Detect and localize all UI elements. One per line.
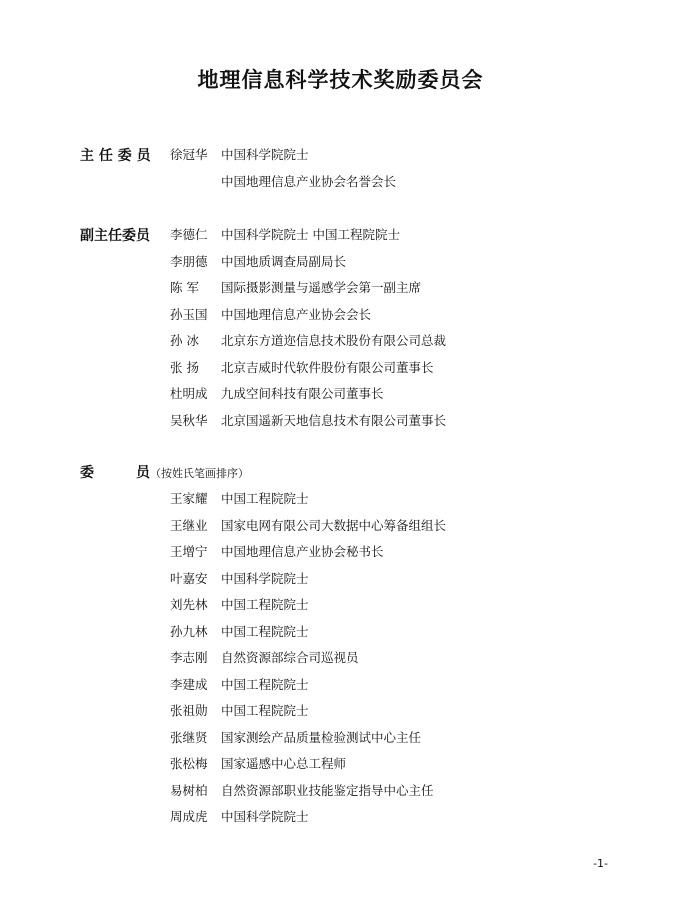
member-row [80,701,640,728]
member-name: 易树柏 [170,782,208,798]
member-row [80,542,640,569]
member-title: 国家测绘产品质量检验测试中心主任 [221,729,422,745]
member-row [80,754,640,781]
member-title: 中国工程院院士 [221,703,309,718]
member-title: 国家遥感中心总工程师 [221,756,347,771]
member-row [80,781,640,808]
member-name: 张祖勋 [170,703,208,718]
section-vice-director [80,225,640,437]
member-row [80,489,640,516]
member-row [80,516,640,543]
member-name: 刘先林 [170,597,208,612]
member-name: 李志刚 [170,650,208,665]
member-title: 中国科学院院士 中国工程院院士 [221,227,400,242]
member-row [80,728,640,755]
member-name: 孙玉国 [170,306,208,322]
member-title: 中国工程院院士 [221,597,309,612]
role-label-vice-director: 副主任委员 [80,228,150,244]
member-row [80,569,640,596]
member-row [80,331,640,358]
member-title: 中国工程院院士 [221,676,309,692]
member-row [80,358,640,385]
role-label-director: 主 任 委 员 [80,148,151,164]
member-name: 李建成 [170,676,208,692]
member-row [80,384,640,411]
member-row [80,411,640,438]
member-name: 李德仁 [170,227,208,242]
member-name: 杜明成 [170,386,208,401]
member-row [80,675,640,702]
member-title: 自然资源部职业技能鉴定指导中心主任 [221,782,434,798]
member-title: 中国地理信息产业协会秘书长 [221,544,384,559]
member-title: 自然资源部综合司巡视员 [221,650,359,665]
member-row [80,305,640,332]
member-row [80,807,640,834]
member-name: 李朋德 [170,253,208,269]
member-title: 国际摄影测量与遥感学会第一副主席 [221,280,422,295]
role-label-text: 委 员 [80,465,150,481]
member-name: 叶嘉安 [170,570,208,586]
member-title-continuation [80,172,640,199]
page-number: -1- [593,857,608,870]
member-row [80,145,640,172]
member-title: 中国科学院院士 [221,570,309,586]
member-title: 中国工程院院士 [221,623,309,639]
member-title: 中国工程院院士 [221,491,309,506]
member-name: 张继贤 [170,729,208,745]
member-row [80,648,640,675]
member-title: 中国地质调查局副局长 [221,253,347,269]
member-title: 中国地理信息产业协会名誉会长 [221,173,397,189]
member-title: 国家电网有限公司大数据中心筹备组组长 [221,517,447,533]
member-name: 吴秋华 [170,412,208,428]
section-director [80,145,640,198]
member-name: 孙 冰 [170,333,199,348]
ordering-note: （按姓氏笔画排序） [150,467,249,480]
member-title: 中国科学院院士 [221,147,309,162]
member-title: 中国地理信息产业协会会长 [221,306,372,322]
member-title: 北京国遥新天地信息技术有限公司董事长 [221,412,447,428]
member-name: 陈 军 [170,280,199,295]
member-row [80,595,640,622]
member-name: 张 扬 [170,359,199,375]
member-name: 张松梅 [170,756,208,771]
member-name: 王继业 [170,517,208,533]
page-title: 地理信息科学技术奖励委员会 [197,67,484,92]
member-title: 中国科学院院士 [221,809,309,824]
section-committee-members [80,462,640,834]
member-name: 孙九林 [170,623,208,639]
member-name: 王增宁 [170,544,208,559]
member-row [80,225,640,252]
member-row [80,252,640,279]
member-title: 九成空间科技有限公司董事长 [221,386,384,401]
member-name: 周成虎 [170,809,208,824]
member-title: 北京东方道迩信息技术股份有限公司总裁 [221,333,447,348]
member-title: 北京吉威时代软件股份有限公司董事长 [221,359,434,375]
member-name: 王家耀 [170,491,208,506]
member-row [80,622,640,649]
member-row [80,278,640,305]
role-label-members [80,462,249,482]
member-name: 徐冠华 [170,147,208,162]
